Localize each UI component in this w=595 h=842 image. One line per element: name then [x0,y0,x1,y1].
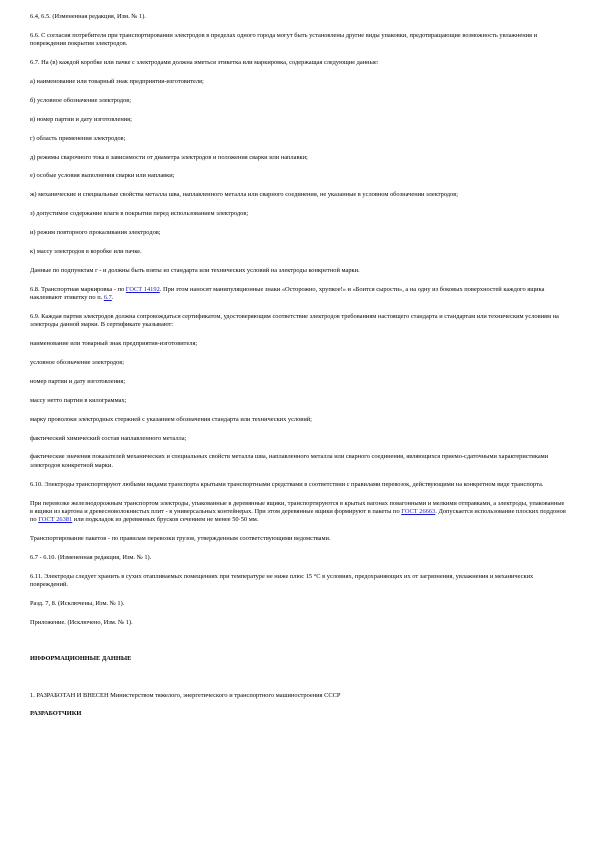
label-item-z: з) допустимое содержание влаги в покрытии перед использованием электродов; [30,210,249,218]
certificate-item-manufacturer: наименование или товарный знак предприятия-изготовителя; [30,340,198,348]
certificate-item-wire: марку проволоки электродных стержней с указанием обозначения стандарта или технических условий; [30,415,312,423]
label-item-v: в) номер партии и дату изготовления; [30,115,132,123]
paragraph-transport-rules: Транспортирование пакетов - по правилам перевозки грузов, утвержденным соответствующими ведомствами. [30,535,331,543]
paragraph-6-6: 6.6. С согласия потребителя при транспортировании электродов в пределах одного города могут быть установлены другие виды упаковки, предотвращающие возможность увлажнения и повреждения покрытия электродов. [30,31,537,48]
certificate-item-properties: фактические значения показателей механических и специальных свойств металла шва, наплавленного металла или сварного соединения, являющихся приемо-сдаточными характеристиками электродов конкретной марки. [30,453,549,469]
certificate-item-composition: фактический химический состав наплавленного металла; [30,434,187,442]
paragraph-6-8-start: 6.8. Транспортная маркировка - по [30,285,126,293]
paragraph-sections-7-8: Разд. 7, 8. (Исключены, Изм. № 1). [30,600,125,608]
paragraph-6-7-6-10: 6.7 - 6.10. (Измененная редакция, Изм. № 1). [30,553,152,561]
rail-transport-text-3: или подкладок из деревянных брусков сечением не менее 50·50 мм. [72,516,259,524]
rail-transport-text-2: . Допускается использование плоских поддонов по [30,507,566,524]
info-section-title: ИНФОРМАЦИОННЫЕ ДАННЫЕ [30,655,132,663]
paragraph-6-8-middle: . При этом наносят манипуляционные знаки «Осторожно, хрупкое!» и «Боится сырости», а на одну из боковых поверхностей каждого ящика наклеивают этикетку по п. [30,285,545,302]
gost-14192-link[interactable]: ГОСТ 14192 [125,285,160,293]
certificate-item-designation: условное обозначение электродов; [30,359,125,367]
certificate-item-batch: номер партии и дату изготовления; [30,377,126,385]
rail-transport-text-1: При перевозке железнодорожным транспортом электроды, упакованные в деревянные ящики, транспортируются в крытых вагонах повагонными и мелкими отправками, а электроды, упакованные в ящики из картона и древесноволокнистых плит - в универсальных контейнерах. При этом деревянные ящики формируют в пакеты по [30,499,565,515]
paragraph-6-8 [30,286,568,303]
paragraph-appendix: Приложение. (Исключено, Изм. № 1). [30,618,133,626]
clause-6-7-link[interactable]: 6.7 [103,294,112,302]
paragraph-rail-transport [30,500,568,525]
paragraph-6-9: 6.9. Каждая партия электродов должна сопровождаться сертификатом, удостоверяющим соответствие электродов требованиям настоящего стандарта и стандартам или техническим условиям на электроды данной марки. В сертификате указывают: [30,312,559,329]
label-item-g: г) область применения электродов; [30,134,126,142]
label-item-b: б) условное обозначение электродов; [30,96,132,104]
gost-26663-link[interactable]: ГОСТ 26663 [401,507,436,515]
paragraph-6-4-6-5: 6.4, 6.5. (Измененная редакция, Изм. № 1). [30,13,146,20]
label-item-d: д) режимы сварочного тока в зависимости от диаметра электродов и положения сварки или наплавки; [30,153,308,161]
certificate-item-mass: массу нетто партии в килограммах; [30,396,127,404]
gost-26381-link[interactable]: ГОСТ 26381 [38,516,73,524]
paragraph-6-8-end: . [111,294,114,302]
label-item-k: к) массу электродов в коробке или пачке. [30,247,142,255]
label-item-zh: ж) механические и специальные свойства металла шва, наплавленного металла или сварного соединения, не указанные в условном обозначении электродов; [30,191,459,199]
paragraph-6-10: 6.10. Электроды транспортируют любыми видами транспорта крытыми транспортными средствами в соответствии с правилами перевозок, действующими на конкретном виде транспорта. [30,480,544,488]
paragraph-6-7: 6.7. На (в) каждой коробке или пачке с электродами должна иметься этикетка или маркировка, содержащая следующие данные: [30,59,379,67]
document-page [30,13,568,729]
label-item-e: е) особые условия выполнения сварки или наплавки; [30,172,175,180]
paragraph-data-note: Данные по подпунктам г - и должны быть взяты из стандарта или технических условий на электроды конкретной марки. [30,266,360,274]
label-item-i: и) режим повторного прокаливания электродов; [30,229,161,237]
info-item-1: 1. РАЗРАБОТАН И ВНЕСЕН Министерством тяжелого, энергетического и транспортного машиностроения СССР [30,691,341,699]
paragraph-6-11: 6.11. Электроды следует хранить в сухих отапливаемых помещениях при температуре не ниже плюс 15 °С в условиях, предохраняющих их от загрязнения, увлажнения и механических повреждений. [30,572,534,589]
label-item-a: а) наименование или товарный знак предприятия-изготовителя; [30,77,204,85]
developers-heading: РАЗРАБОТЧИКИ [30,710,82,718]
